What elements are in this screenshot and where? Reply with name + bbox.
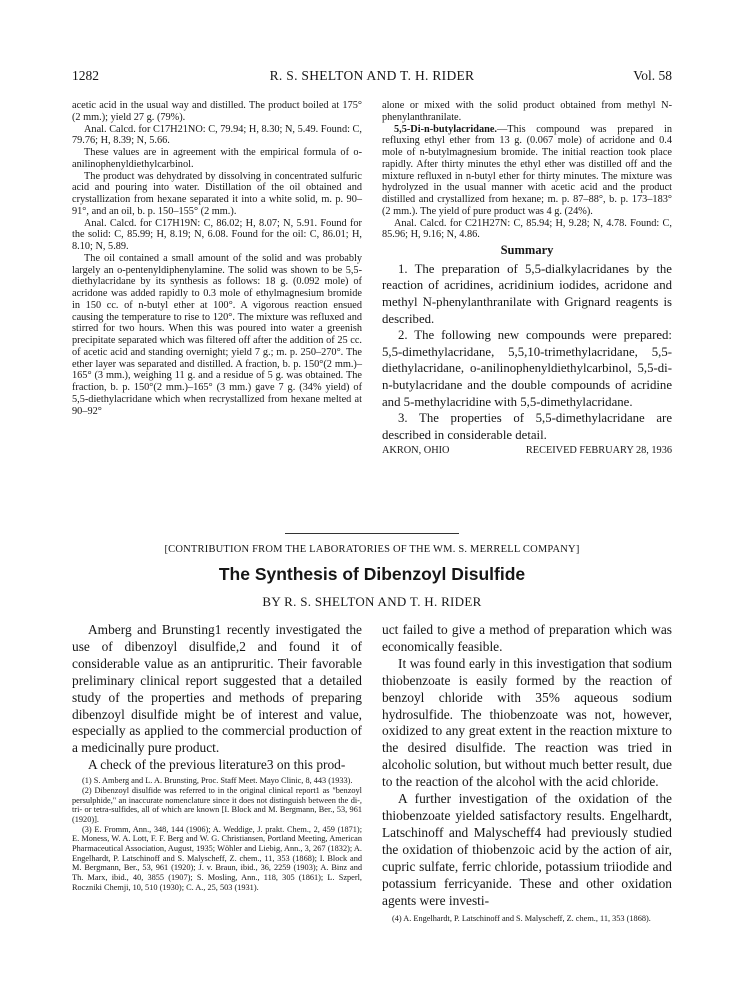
footnotes (72, 776, 362, 892)
compound-heading: 5,5-Di-n-butylacridane. (394, 123, 497, 135)
footnote: (4) A. Engelhardt, P. Latschinoff and S. Malyscheff, Z. chem., 11, 353 (1868). (392, 914, 651, 924)
received-line (382, 445, 672, 457)
received-date: RECEIVED FEBRUARY 28, 1936 (525, 445, 672, 457)
summary-item: 3. The properties of 5,5-dimethylacridane are described in considerable detail. (382, 411, 672, 442)
paragraph (382, 124, 672, 218)
summary-list (382, 261, 672, 444)
footnote: (1) S. Amberg and L. A. Brunsting, Proc. Staff Meet. Mayo Clinic, 8, 443 (1933). (82, 776, 353, 786)
summary-heading: Summary (500, 243, 554, 257)
footnote: (3) E. Fromm, Ann., 348, 144 (1906); A. Weddige, J. prakt. Chem., 2, 459 (1871); E. Moness, W. A. Lott, F. F. Berg and W. G. Christiansen, Portland Meeting, American Pharmaceutical Association, August, 1935; Wöhler and Liebig, Ann., 3, 267 (1832); A. Engelhardt, P. Latschinoff and S. Malyscheff, Z. chem., 11, 353 (1868); I. Block and M. Bergmann, Ber., 53, 961 (1920); J. v. Braun, ibid., 36, 2259 (1903); A. Binz and Th. Marx, ibid., 40, 3855 (1907); S. Mosling, Ann., 118, 305 (1861); L. Szperl, Roczniki Chemji, 10, 510 (1930); C. A., 25, 503 (1931). (72, 824, 362, 892)
running-head: R. S. SHELTON AND T. H. RIDER (269, 68, 475, 83)
article-body (382, 622, 672, 909)
paragraph: Amberg and Brunsting1 recently investigated the use of dibenzoyl disulfide,2 and found it of considerable value as an antipruritic. Their favorable preliminary clinical report suggested that a detailed study of the properties and methods of preparing dibenzoyl disulfide might be of interest and value, especially as applied to the commercial production of a medicinally pure product. (72, 622, 362, 756)
analysis-paragraph: Anal. Calcd. for C17H19N: C, 86.02; H, 8.07; N, 5.91. Found for the solid: C, 85.99; H, 8.19; N, 6.08. Found for the oil: C, 86.01; H, 8.10; N, 5.89. (72, 217, 362, 252)
paragraph: acetic acid in the usual way and distilled. The product boiled at 175° (2 mm.); yield 27 g. (79%). (72, 100, 362, 123)
lower-right-column (382, 622, 672, 924)
volume-label: Vol. 58 (633, 68, 672, 83)
summary-item: 1. The preparation of 5,5-dialkylacridanes by the reaction of acridines, acridinium iodides, acridone and methyl N-phenylanthranilate with Grignard reagents is described. (382, 261, 672, 326)
paragraph: The product was dehydrated by dissolving in concentrated sulfuric acid and pouring into water. Distillation of the oil obtained and crystallization from hexane separated it into a white solid, m. p. 90–91°, and an oil, b. p. 150–155° (2 mm.). (72, 170, 362, 217)
paragraph: It was found early in this investigation that sodium thiobenzoate is easily formed by the reaction of benzoyl chloride with 35% aqueous sodium hydrosulfide. The thiobenzoate was not, however, oxidized to any great extent in the reaction mixture to the desired disulfide. The reaction was tried in alcoholic solution, but without much better result, due to the reaction of the alcohol with the acid chloride. (382, 655, 672, 790)
lower-left-column (72, 622, 362, 893)
footnotes (382, 914, 672, 924)
paragraph: The oil contained a small amount of the solid and was probably largely an o-pentenyldiphenylamine. The solid was shown to be 5,5-diethylacridane by its synthesis as follows: 18 g. (0.092 mole) of acridone was added rapidly to 0.3 mole of ethylmagnesium bromide in 150 cc. of n-butyl ether at 100°. A vigorous reaction ensued causing the temperature to rise to 120°. The mixture was refluxed and stirred for two hours. When this was poured into water a greenish precipitate separated which was filtered off after the addition of 25 cc. of acetic acid and standing overnight; yield 7 g.; m. p. 250–270°. The ether layer was separated and distilled. A fraction, b. p. 150°(2 mm.)–165° (3 mm.), weighing 11 g. and a residue of 5 g. was obtained. The fraction, b. p. 150°(2 mm.)–165° (3 mm.) gave 7 g. (34% yield) of 5,5-diethylacridane which when recrystallized from hexane melted at 90–92° (72, 252, 362, 417)
analysis-paragraph: Anal. Calcd. for C21H27N: C, 85.94; H, 9.28; N, 4.78. Found: C, 85.96; H, 9.16; N, 4.86. (382, 217, 672, 241)
article-title: The Synthesis of Dibenzoyl Disulfide (218, 564, 526, 584)
page-header (72, 68, 672, 88)
paragraph-body: —This compound was prepared in refluxing ethyl ether from 13 g. (0.067 mole) of acridone and 0.4 mole of n-butylmagnesium bromide. The initial reaction took place rapidly. After thirty minutes the ethyl ether was distilled off and the mixture refluxed in n-butyl ether for thirty minutes. The mixture was hydrolyzed in the usual manner with acetic acid and the product distilled and crystallized from hexane; m. p. 87–88°, b. p. 173–183° (2 mm.). The yield of pure product was 4 g. (24%). (382, 123, 672, 217)
paragraph: A check of the previous literature3 on this prod- (88, 757, 346, 773)
footnote: (2) Dibenzoyl disulfide was referred to in the original clinical report1 as "benzoyl persulphide," an inaccurate nomenclature since it does not distinguish between the di-, tri- or tetra-sulfides, all of which are known [I. Block and M. Bergmann, Ber., 53, 961 (1920)]. (72, 785, 362, 824)
location: AKRON, OHIO (382, 445, 450, 457)
byline: BY R. S. SHELTON AND T. H. RIDER (262, 594, 482, 609)
paragraph: A further investigation of the oxidation of the thiobenzoate yielded satisfactory results. Engelhardt, Latschinoff and Malyscheff4 had previously studied the oxidation of thiobenzoic acid by the action of air, cupric sulfate, ferric chloride, potassium triiodide and potassium ferricyanide. These and other oxidation agents were investi- (382, 791, 672, 908)
separator-rule (285, 533, 459, 534)
paragraph: These values are in agreement with the empirical formula of o-anilinophenyldiethylcarbinol. (72, 147, 362, 170)
page-number: 1282 (72, 68, 99, 83)
paragraph: alone or mixed with the solid product obtained from methyl N-phenylanthranilate. (382, 100, 672, 123)
contribution-line: [CONTRIBUTION FROM THE LABORATORIES OF THE WM. S. MERRELL COMPANY] (164, 544, 580, 555)
analysis-paragraph: Anal. Calcd. for C17H21NO: C, 79.94; H, 8.30; N, 5.49. Found: C, 79.76; H, 8.39; N, 5.66. (72, 123, 362, 147)
upper-right-column (382, 100, 672, 457)
article-body (72, 622, 362, 774)
paragraph: uct failed to give a method of preparation which was economically feasible. (382, 622, 672, 654)
summary-item: 2. The following new compounds were prepared: 5,5-dimethylacridane, 5,5,10-trimethylacridane, 5,5-diethylacridane, o-anilinophenyldiethylcarbinol, 5,5-di-n-butylacridane and the double compounds of acridine and 5-methylacridine with 5,5-dimethylacridane. (382, 328, 672, 409)
upper-left-column (72, 100, 362, 417)
